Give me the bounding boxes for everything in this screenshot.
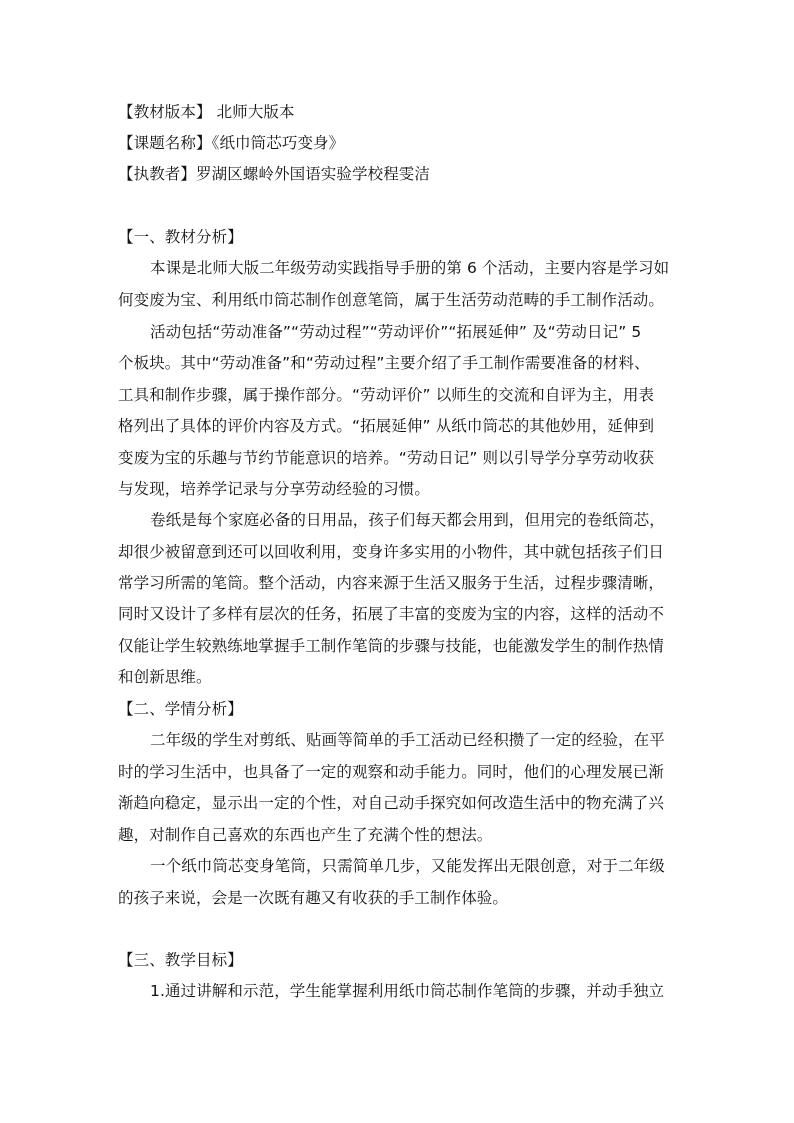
paragraph-line: 二年级的学生对剪纸、贴画等简单的手工活动已经积攒了一定的经验，在平 [150, 731, 665, 749]
paragraph-line: 1.通过讲解和示范，学生能掌握利用纸巾筒芯制作笔筒的步骤，并动手独立 [150, 982, 665, 1000]
paragraph-line: 和创新思维。 [118, 668, 212, 686]
paragraph-line: 却很少被留意到还可以回收利用，变身许多实用的小物件，其中就包括孩子们日 [118, 543, 665, 561]
paragraph-line: 与发现，培养学记录与分享劳动经验的习惯。 [118, 480, 431, 498]
paragraph-line: 渐趋向稳定，显示出一定的个性，对自己动手探究如何改造生活中的物充满了兴 [118, 794, 665, 812]
paragraph-line: 本课是北师大版二年级劳动实践指导手册的第 6 个活动，主要内容是学习如 [150, 259, 670, 277]
paragraph-line: 常学习所需的笔筒。整个活动，内容来源于生活又服务于生活，过程步骤清晰， [118, 574, 665, 592]
paragraph-line: 何变废为宝、利用纸巾筒芯制作创意笔筒，属于生活劳动范畴的手工制作活动。 [118, 291, 665, 309]
paragraph-line: 一个纸巾筒芯变身笔筒，只需简单几步，又能发挥出无限创意，对于二年级 [150, 857, 665, 875]
paragraph-line: 变废为宝的乐趣与节约节能意识的培养。“劳动日记” 则以引导学分享劳动收获 [118, 449, 655, 467]
paragraph-line: 趣，对制作自己喜欢的东西也产生了充满个性的想法。 [118, 826, 493, 844]
section-heading-student-analysis: 【二、学情分析】 [118, 700, 243, 718]
paragraph-line: 仅能让学生较熟练地掌握手工制作笔筒的步骤与技能，也能激发学生的制作热情 [118, 637, 665, 655]
paragraph-line: 活动包括“劳动准备”“劳动过程”“劳动评价”“拓展延伸” 及“劳动日记” 5 [150, 323, 642, 341]
paragraph-line: 时的学习生活中，也具备了一定的观察和动手能力。同时，他们的心理发展已渐 [118, 763, 665, 781]
paragraph-line: 个板块。其中“劳动准备”和“劳动过程”主要介绍了手工制作需要准备的材料、 [118, 354, 650, 372]
paragraph-line: 的孩子来说，会是一次既有趣又有收获的手工制作体验。 [118, 889, 509, 907]
paragraph-line: 同时又设计了多样有层次的任务，拓展了丰富的变废为宝的内容，这样的活动不 [118, 605, 665, 623]
lesson-title-line: 【课题名称】《纸巾筒芯巧变身》 [118, 134, 345, 152]
section-heading-textbook-analysis: 【一、教材分析】 [118, 228, 243, 246]
paragraph-line: 工具和制作步骤，属于操作部分。“劳动评价” 以师生的交流和自评为主，用表 [118, 386, 655, 404]
edition-line: 【教材版本】 北师大版本 [118, 103, 295, 121]
teacher-line: 【执教者】罗湖区螺岭外国语实验学校程雯洁 [118, 165, 431, 183]
paragraph-line: 格列出了具体的评价内容及方式。“拓展延伸” 从纸巾筒芯的其他妙用，延伸到 [118, 417, 655, 435]
section-heading-teaching-goals: 【三、教学目标】 [118, 951, 243, 969]
paragraph-line: 卷纸是每个家庭必备的日用品，孩子们每天都会用到，但用完的卷纸筒芯， [150, 511, 665, 529]
